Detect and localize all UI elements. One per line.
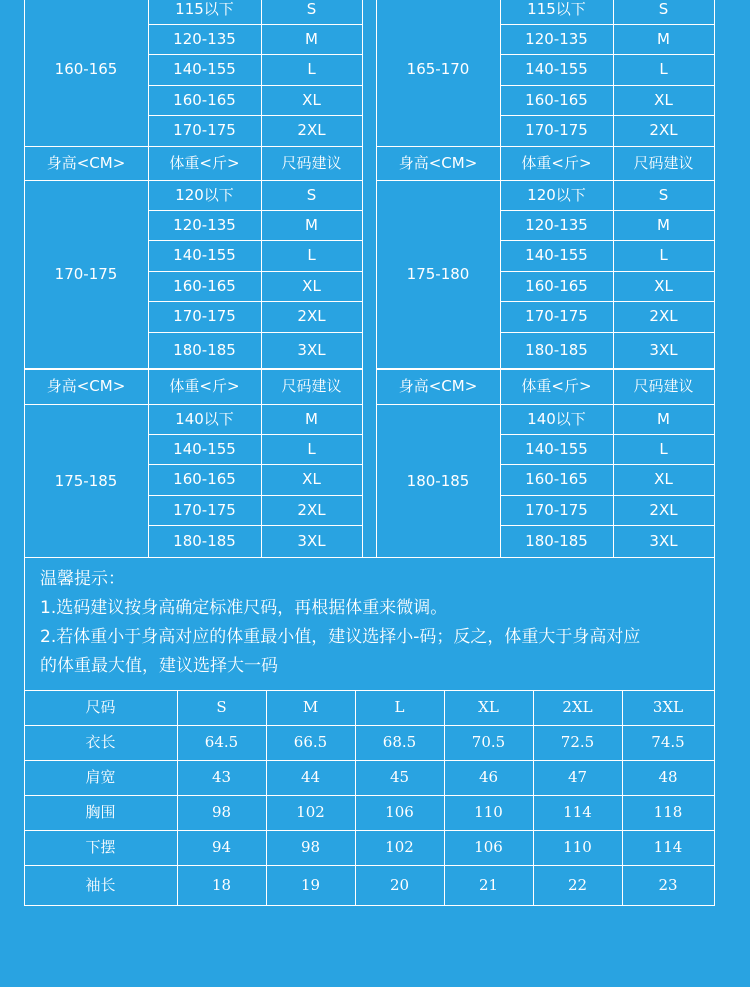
- size-cell: XL: [302, 470, 321, 488]
- header-size: 尺码建议: [633, 377, 694, 395]
- height-range-cell: 175-185: [54, 471, 118, 490]
- measure-value: 45: [389, 768, 410, 786]
- measure-value: 114: [653, 838, 683, 856]
- height-range-cell: 170-175: [54, 265, 118, 283]
- weight-cell: 180-185: [173, 340, 236, 359]
- header-size: 尺码建议: [633, 153, 694, 172]
- tips-line-3: 的体重最大值，建议选择大一码: [40, 656, 278, 676]
- weight-cell: 120-135: [173, 29, 236, 48]
- size-cell: XL: [654, 470, 673, 488]
- weight-cell: 170-175: [173, 121, 236, 139]
- measure-value: 102: [385, 838, 414, 856]
- weight-cell: 115以下: [175, 0, 234, 18]
- weight-cell: 180-185: [173, 532, 236, 550]
- measure-value: 68.5: [382, 733, 417, 751]
- size-cell: L: [659, 60, 668, 78]
- weight-cell: 170-175: [525, 121, 588, 139]
- size-cell: 2XL: [297, 500, 326, 519]
- measure-value: 102: [296, 803, 325, 821]
- measure-value: 47: [567, 768, 588, 786]
- size-cell: M: [305, 29, 318, 48]
- tips-title: 温馨提示：: [40, 569, 125, 589]
- measure-value: 21: [478, 875, 499, 894]
- weight-cell: 170-175: [173, 307, 236, 325]
- weight-cell: 140-155: [173, 60, 236, 78]
- size-cell: XL: [302, 90, 321, 109]
- header-weight: 体重<斤>: [169, 153, 240, 172]
- size-cell: 3XL: [649, 532, 678, 550]
- measure-value: 44: [300, 768, 321, 786]
- size-cell: 3XL: [297, 340, 326, 359]
- measure-value: 98: [211, 803, 232, 821]
- header-size: 尺码建议: [281, 377, 342, 395]
- measure-value: 114: [563, 803, 592, 821]
- measure-header-size: XL: [478, 698, 499, 716]
- size-cell: S: [658, 185, 669, 204]
- size-cell: XL: [302, 276, 321, 295]
- size-cell: L: [659, 439, 668, 458]
- weight-cell: 140以下: [527, 409, 586, 428]
- header-height: 身高<CM>: [398, 153, 478, 172]
- header-height: 身高<CM>: [46, 377, 126, 395]
- weight-cell: 160-165: [525, 276, 588, 295]
- header-height: 身高<CM>: [46, 153, 126, 172]
- measure-value: 74.5: [651, 733, 685, 751]
- tips-line-2: 2.若体重小于身高对应的体重最小值，建议选择小-码；反之，体重大于身高对应: [40, 627, 641, 647]
- weight-cell: 160-165: [525, 90, 588, 109]
- weight-cell: 120-135: [173, 215, 236, 234]
- weight-cell: 160-165: [173, 276, 236, 295]
- measure-value: 23: [658, 875, 678, 894]
- weight-cell: 140-155: [525, 60, 588, 78]
- grid-line: [714, 0, 715, 146]
- header-weight: 体重<斤>: [521, 377, 592, 395]
- size-cell: XL: [654, 90, 673, 109]
- size-cell: M: [657, 215, 670, 234]
- weight-cell: 170-175: [525, 500, 588, 519]
- measure-value: 94: [211, 838, 232, 856]
- measure-value: 70.5: [471, 733, 506, 751]
- weight-cell: 160-165: [525, 470, 588, 488]
- weight-cell: 160-165: [173, 90, 236, 109]
- weight-cell: 140以下: [175, 409, 234, 428]
- size-cell: M: [657, 29, 670, 48]
- weight-cell: 115以下: [527, 0, 586, 18]
- size-cell: 2XL: [649, 500, 678, 519]
- measure-row-label: 衣长: [85, 733, 116, 751]
- measure-value: 22: [567, 875, 588, 894]
- size-cell: S: [306, 185, 317, 204]
- measure-value: 106: [474, 838, 503, 856]
- weight-cell: 120以下: [175, 185, 234, 204]
- weight-cell: 140-155: [173, 439, 236, 458]
- size-cell: 2XL: [649, 307, 678, 325]
- measure-value: 106: [385, 803, 414, 821]
- measure-value: 18: [211, 875, 232, 894]
- size-cell: M: [305, 409, 318, 428]
- header-weight: 体重<斤>: [169, 377, 240, 395]
- weight-cell: 120-135: [525, 215, 588, 234]
- measure-header-size: S: [216, 698, 227, 716]
- size-cell: M: [657, 409, 670, 428]
- measure-value: 110: [563, 838, 592, 856]
- measure-value: 66.5: [293, 733, 328, 751]
- measure-value: 64.5: [204, 733, 239, 751]
- weight-cell: 140-155: [525, 246, 588, 264]
- measure-value: 118: [653, 803, 683, 821]
- size-cell: M: [305, 215, 318, 234]
- size-cell: L: [307, 60, 316, 78]
- size-cell: XL: [654, 276, 673, 295]
- header-size: 尺码建议: [281, 153, 342, 172]
- height-range-cell: 175-180: [406, 265, 470, 283]
- measure-header-size: 2XL: [562, 698, 593, 716]
- measure-row-label: 肩宽: [85, 768, 116, 786]
- size-cell: L: [307, 246, 316, 264]
- measure-value: 48: [658, 768, 678, 786]
- weight-cell: 180-185: [525, 532, 588, 550]
- measure-header-size: L: [394, 698, 405, 716]
- measure-header-label: 尺码: [85, 698, 116, 716]
- weight-cell: 170-175: [173, 500, 236, 519]
- weight-cell: 120-135: [525, 29, 588, 48]
- weight-cell: 120以下: [527, 185, 586, 204]
- size-cell: 3XL: [649, 340, 678, 359]
- measure-value: 98: [300, 838, 321, 856]
- measure-value: 46: [478, 768, 499, 786]
- measure-header-size: M: [302, 698, 319, 716]
- size-cell: 2XL: [297, 121, 326, 139]
- size-cell: 3XL: [297, 532, 326, 550]
- weight-cell: 180-185: [525, 340, 588, 359]
- height-range-cell: 165-170: [406, 59, 470, 78]
- measure-row-label: 胸围: [85, 803, 116, 821]
- weight-cell: 170-175: [525, 307, 588, 325]
- grid-line: [362, 0, 363, 146]
- weight-cell: 140-155: [525, 439, 588, 458]
- measure-value: 72.5: [560, 733, 595, 751]
- header-weight: 体重<斤>: [521, 153, 592, 172]
- size-cell: 2XL: [649, 121, 678, 139]
- weight-cell: 160-165: [173, 470, 236, 488]
- weight-cell: 140-155: [173, 246, 236, 264]
- measure-row-label: 袖长: [85, 875, 116, 894]
- tips-line-1: 1.选码建议按身高确定标准尺码，再根据体重来微调。: [40, 598, 448, 618]
- height-range-cell: 160-165: [54, 59, 118, 78]
- size-cell: S: [306, 0, 317, 18]
- measure-value: 43: [211, 768, 232, 786]
- size-cell: S: [658, 0, 669, 18]
- measure-row-label: 下摆: [85, 838, 116, 856]
- measure-header-size: 3XL: [652, 698, 684, 716]
- size-cell: L: [659, 246, 668, 264]
- size-cell: 2XL: [297, 307, 326, 325]
- height-range-cell: 180-185: [406, 471, 470, 490]
- measure-value: 110: [474, 803, 503, 821]
- measure-value: 20: [389, 875, 410, 894]
- measure-value: 19: [300, 875, 321, 894]
- header-height: 身高<CM>: [398, 377, 478, 395]
- size-cell: L: [307, 439, 316, 458]
